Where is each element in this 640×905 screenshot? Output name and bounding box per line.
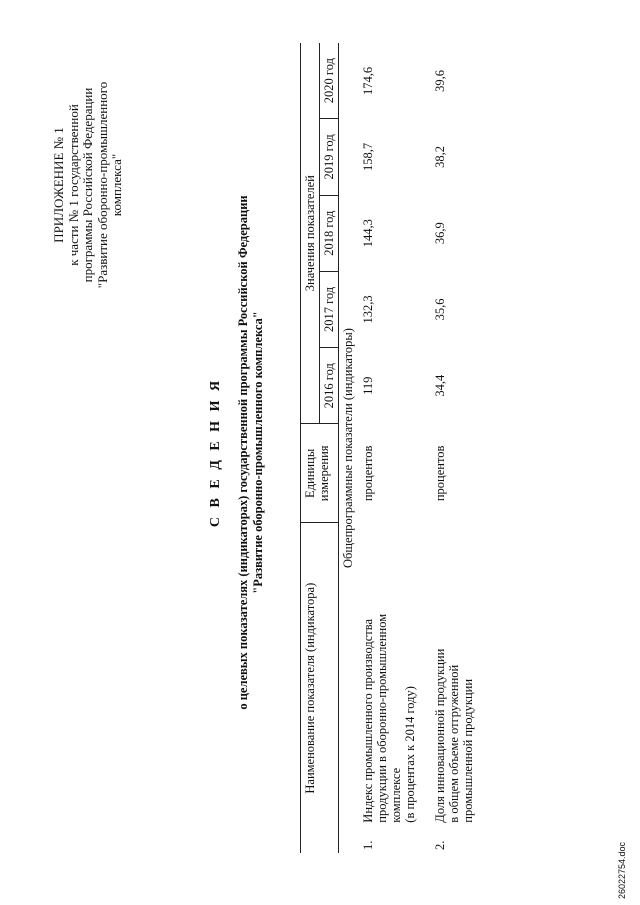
- indicator-value: 158,7: [361, 142, 375, 171]
- header-year: 2018 год: [320, 195, 339, 271]
- indicator-value: 144,3: [361, 219, 375, 248]
- header-year: 2016 год: [320, 348, 339, 424]
- row-number: 2.: [433, 840, 447, 850]
- indicator-name-line: продукции в оборонно-промышленном: [375, 613, 389, 823]
- header-unit-line: измерения: [317, 445, 331, 502]
- header-values-group: Значения показателей: [301, 43, 320, 424]
- document-file-code: 26022754.doc: [617, 841, 627, 899]
- header-year: 2017 год: [320, 271, 339, 347]
- subtitle-line: "Развитие оборонно-промышленного комплекса": [251, 311, 265, 594]
- indicator-name-line: Индекс промышленного производства: [361, 618, 375, 823]
- subtitle-line: о целевых показателях (индикаторах) государственной программы Российской Федерации: [236, 195, 250, 710]
- table-row: [431, 43, 483, 853]
- indicator-name-line: (в процентах к 2014 году): [403, 686, 417, 823]
- document-heading: С В Е Д Е Н И Я: [208, 377, 223, 528]
- header-year: 2019 год: [320, 119, 339, 195]
- header-unit: [301, 424, 339, 523]
- indicator-value: 38,2: [433, 145, 447, 168]
- indicators-table: [300, 43, 483, 853]
- header-unit-line: Единицы: [303, 448, 317, 498]
- row-number: 1.: [361, 840, 375, 850]
- appendix-title: ПРИЛОЖЕНИЕ № 1: [51, 127, 66, 243]
- indicator-name-line: комплексе: [389, 767, 403, 823]
- indicator-name: [431, 523, 483, 826]
- header-name: Наименование показателя (индикатора): [301, 523, 339, 853]
- indicator-value: 119: [361, 376, 375, 395]
- indicator-name-line: Доля инновационной продукции: [433, 648, 447, 823]
- indicator-value: 132,3: [361, 295, 375, 324]
- indicator-value: 35,6: [433, 298, 447, 321]
- header-year: 2020 год: [320, 43, 339, 119]
- table-header-row: [301, 43, 320, 853]
- appendix-block: [52, 65, 125, 305]
- appendix-line: комплекса": [109, 153, 124, 217]
- indicator-unit: процентов: [361, 445, 375, 502]
- section-title: Общепрограммные показатели (индикаторы): [341, 328, 355, 568]
- indicator-name: [357, 523, 431, 826]
- indicator-value: 174,6: [361, 66, 375, 95]
- section-row: [339, 43, 358, 853]
- appendix-line: "Развитие оборонно-промышленного: [94, 81, 110, 289]
- indicator-unit: процентов: [433, 445, 447, 502]
- indicator-value: 36,9: [433, 222, 447, 245]
- indicator-name-line: в общем объеме отгруженной: [447, 664, 461, 823]
- indicator-name-line: промышленной продукции: [461, 678, 475, 823]
- indicator-value: 34,4: [433, 374, 447, 397]
- appendix-line: к части № 1 государственной: [65, 104, 81, 266]
- document-subtitle: [236, 120, 266, 785]
- appendix-line: программы Российской Федерации: [80, 87, 95, 283]
- table-row: [357, 43, 431, 853]
- indicator-value: 39,6: [433, 69, 447, 92]
